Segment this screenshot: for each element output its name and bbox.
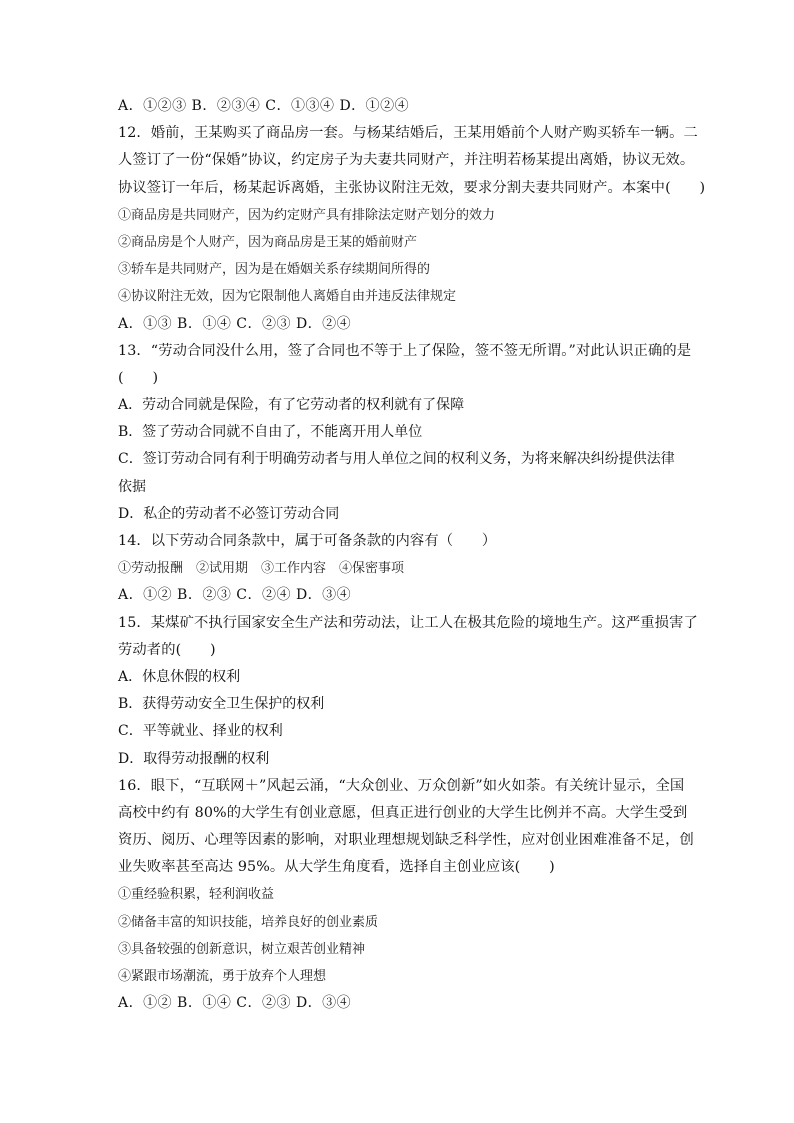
q15-option: B．获得劳动安全卫生保护的权利 bbox=[118, 696, 325, 713]
q12-stem-line: 协议签订一年后，杨某起诉离婚，主张协议附注无效，要求分割夫妻共同财产。本案中( ) bbox=[118, 179, 706, 196]
q15-option: A．休息休假的权利 bbox=[118, 668, 241, 685]
q14-answer-choices: A．①② B．②③ C．②④ D．③④ bbox=[118, 587, 352, 604]
q12-option: ④协议附注无效，因为它限制他人离婚自由并违反法律规定 bbox=[118, 289, 457, 305]
q12-option: ②商品房是个人财产，因为商品房是王某的婚前财产 bbox=[118, 234, 418, 250]
q12-option: ③轿车是共同财产，因为是在婚姻关系存续期间所得的 bbox=[118, 262, 431, 278]
q15-option: C．平等就业、择业的权利 bbox=[118, 723, 283, 740]
question-12 bbox=[118, 120, 706, 338]
q14-items: ①劳动报酬 ②试用期 ③工作内容 ④保密事项 bbox=[118, 561, 405, 577]
q15-option: D．取得劳动报酬的权利 bbox=[118, 750, 270, 767]
q16-stem-line: 高校中约有 80%的大学生有创业意愿，但真正进行创业的大学生比例并不高。大学生受到 bbox=[118, 804, 688, 821]
q16-option: ②储备丰富的知识技能，培养良好的创业素质 bbox=[118, 914, 379, 930]
exam-page bbox=[118, 93, 706, 1017]
q16-answer-choices: A．①② B．①④ C．②③ D．③④ bbox=[118, 995, 352, 1012]
q12-answer-choices: A．①③ B．①④ C．②③ D．②④ bbox=[118, 315, 352, 332]
q12-stem-line: 12．婚前，王某购买了商品房一套。与杨某结婚后，王某用婚前个人财产购买轿车一辆。二 bbox=[118, 125, 698, 142]
q16-stem-line: 16．眼下，“互联网＋”风起云涌，“大众创业、万众创新”如火如荼。有关统计显示，全国 bbox=[118, 777, 685, 794]
q16-stem-line: 资历、阅历、心理等因素的影响，对职业理想规划缺乏科学性，应对创业困难准备不足，创 bbox=[118, 832, 694, 849]
q16-stem-line: 业失败率甚至高达 95%。从大学生角度看，选择自主创业应该( ) bbox=[118, 859, 555, 876]
q16-option: ③具备较强的创新意识，树立艰苦创业精神 bbox=[118, 941, 366, 957]
question-13 bbox=[118, 338, 692, 528]
q13-option: A．劳动合同就是保险，有了它劳动者的权利就有了保障 bbox=[118, 397, 465, 414]
q13-stem-line: 13．“劳动合同没什么用，签了合同也不等于上了保险，签不签无所谓。”对此认识正确的是 bbox=[118, 342, 692, 359]
q16-option: ④紧跟市场潮流，勇于放弃个人理想 bbox=[118, 969, 327, 984]
q13-stem-line: ( ) bbox=[118, 369, 159, 386]
q11-answer-choices: A．①②③ B．②③④ C．①③④ D．①②④ bbox=[118, 98, 410, 114]
q13-option: D．私企的劳动者不必签订劳动合同 bbox=[118, 505, 340, 522]
q12-option: ①商品房是共同财产，因为约定财产具有排除法定财产划分的效力 bbox=[118, 207, 496, 223]
q13-option: 依据 bbox=[118, 478, 146, 495]
q15-stem-line: 15．某煤矿不执行国家安全生产法和劳动法，让工人在极其危险的境地生产。这严重损害了 bbox=[118, 614, 698, 631]
q15-stem-line: 劳动者的( ) bbox=[118, 641, 216, 658]
q13-option: B．签了劳动合同就不自由了，不能离开用人单位 bbox=[118, 424, 423, 441]
q16-option: ①重经验积累，轻利润收益 bbox=[118, 887, 275, 903]
q12-stem-line: 人签订了一份“保婚”协议，约定房子为夫妻共同财产，并注明若杨某提出离婚，协议无效。 bbox=[118, 152, 695, 169]
q13-option: C．签订劳动合同有利于明确劳动者与用人单位之间的权利义务，为将来解决纠纷提供法律 bbox=[118, 451, 675, 468]
question-14 bbox=[118, 528, 678, 610]
question-15 bbox=[118, 610, 698, 773]
q14-stem: 14．以下劳动合同条款中，属于可备条款的内容有（ ） bbox=[118, 533, 497, 549]
question-16 bbox=[118, 773, 694, 1018]
